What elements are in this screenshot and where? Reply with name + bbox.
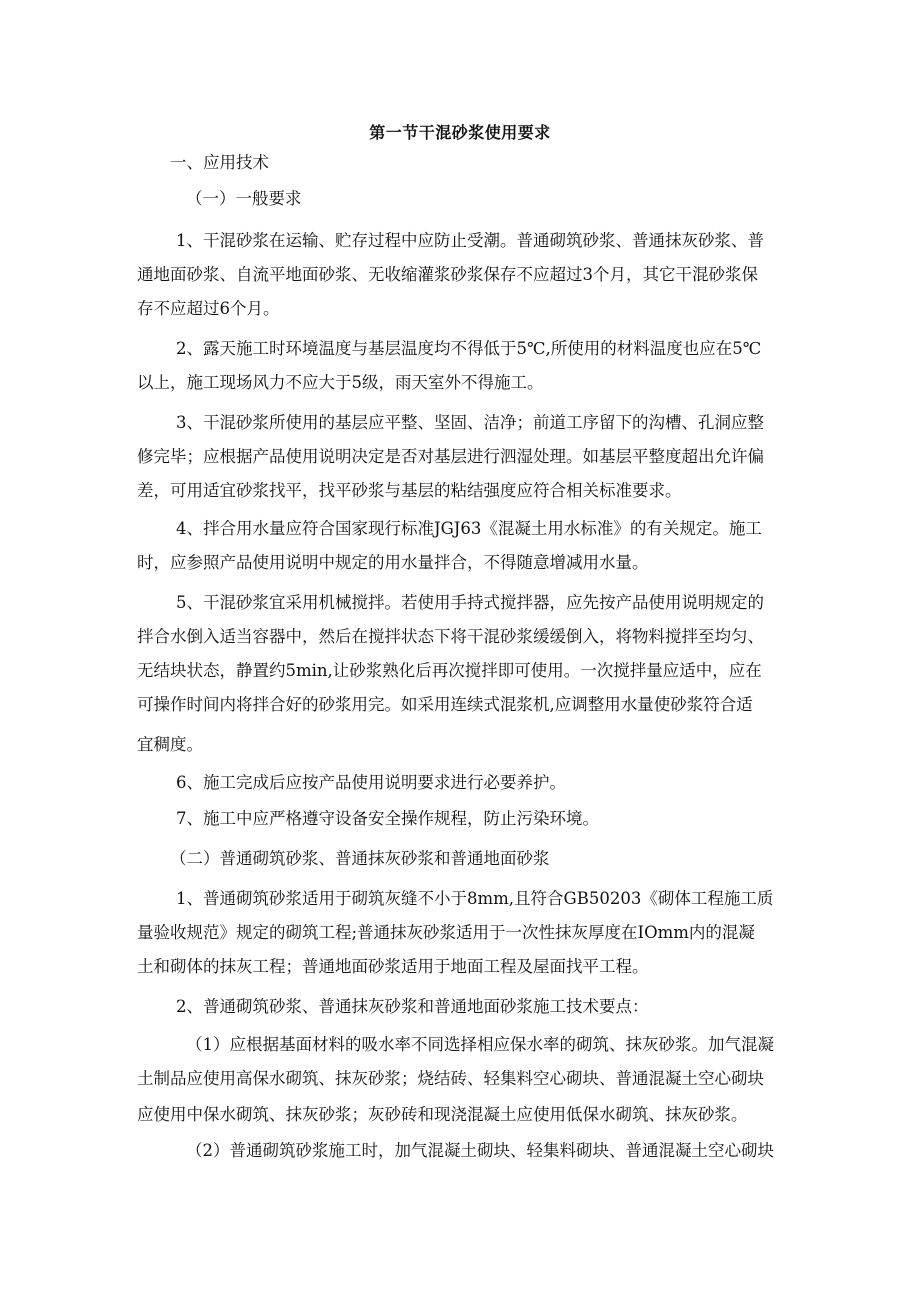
paragraph-line: 7、施工中应严格遵守设备安全操作规程，防止污染环境。 [176, 809, 599, 828]
subsection-heading: （二）普通砌筑砂浆、普通抹灰砂浆和普通地面砂浆 [170, 849, 550, 868]
paragraph-line: 量验收规范》规定的砌筑工程;普通抹灰砂浆适用于一次性抹灰厚度在IOmm内的混凝 [137, 923, 755, 942]
paragraph-line: 1、普通砌筑砂浆适用于砌筑灰缝不小于8mm,且符合GB50203《砌体工程施工质 [176, 889, 774, 908]
paragraph-line: （2）普通砌筑砂浆施工时，加气混凝土砌块、轻集料砌块、普通混凝土空心砌块 [186, 1141, 774, 1160]
paragraph-line: 拌合水倒入适当容器中，然后在搅拌状态下将干混砂浆缓缓倒入，将物料搅拌至均匀、 [137, 627, 764, 646]
paragraph-line: 修完毕；应根据产品使用说明决定是否对基层进行泗湿处理。如基层平整度超出允许偏 [137, 447, 764, 466]
paragraph-line: 差，可用适宜砂浆找平，找平砂浆与基层的粘结强度应符合相关标准要求。 [137, 481, 682, 500]
paragraph-line: 土制品应使用高保水砌筑、抹灰砂浆；烧结砖、轻集料空心砌块、普通混凝土空心砌块 [137, 1069, 764, 1088]
subsection-heading: （一）一般要求 [186, 189, 302, 208]
paragraph-line: 5、干混砂浆宜采用机械搅拌。若使用手持式搅拌器，应先按产品使用说明规定的 [176, 593, 764, 612]
page-title: 第一节干混砂浆使用要求 [369, 123, 551, 142]
paragraph-line: 土和砌体的抹灰工程；普通地面砂浆适用于地面工程及屋面找平工程。 [137, 957, 649, 976]
paragraph-line: 2、普通砌筑砂浆、普通抹灰砂浆和普通地面砂浆施工技术要点： [176, 997, 649, 1016]
paragraph-line: 4、拌合用水量应符合国家现行标准JGJ63《混凝土用水标准》的有关规定。施工 [176, 519, 762, 538]
paragraph-line: 宜稠度。 [137, 735, 203, 754]
paragraph-line: 存不应超过6个月。 [137, 299, 280, 318]
paragraph-line: 时，应参照产品使用说明中规定的用水量拌合，不得随意增减用水量。 [137, 553, 649, 572]
paragraph-line: 2、露天施工时环境温度与基层温度均不得低于5℃,所使用的材料温度也应在5℃ [176, 339, 762, 358]
paragraph-line: 应使用中保水砌筑、抹灰砂浆；灰砂砖和现浇混凝土应使用低保水砌筑、抹灰砂浆。 [137, 1105, 748, 1124]
paragraph-line: 6、施工完成后应按产品使用说明要求进行必要养护。 [176, 773, 566, 792]
paragraph-line: 无结块状态，静置约5min,让砂浆熟化后再次搅拌即可使用。一次搅拌量应适中，应在 [137, 661, 762, 680]
paragraph-line: （1）应根据基面材料的吸水率不同选择相应保水率的砌筑、抹灰砂浆。加气混凝 [186, 1035, 774, 1054]
paragraph-line: 通地面砂浆、自流平地面砂浆、无收缩灌浆砂浆保存不应超过3个月，其它干混砂浆保 [137, 265, 758, 284]
paragraph-line: 可操作时间内将拌合好的砂浆用完。如采用连续式混浆机,应调整用水量使砂浆符合适 [137, 695, 753, 714]
section-heading: 一、应用技术 [170, 153, 269, 172]
paragraph-line: 以上，施工现场风力不应大于5级，雨天室外不得施工。 [137, 373, 544, 392]
paragraph-line: 1、干混砂浆在运输、贮存过程中应防止受潮。普通砌筑砂浆、普通抹灰砂浆、普 [176, 231, 764, 250]
paragraph-line: 3、干混砂浆所使用的基层应平整、坚固、洁净；前道工序留下的沟槽、孔洞应整 [176, 413, 764, 432]
